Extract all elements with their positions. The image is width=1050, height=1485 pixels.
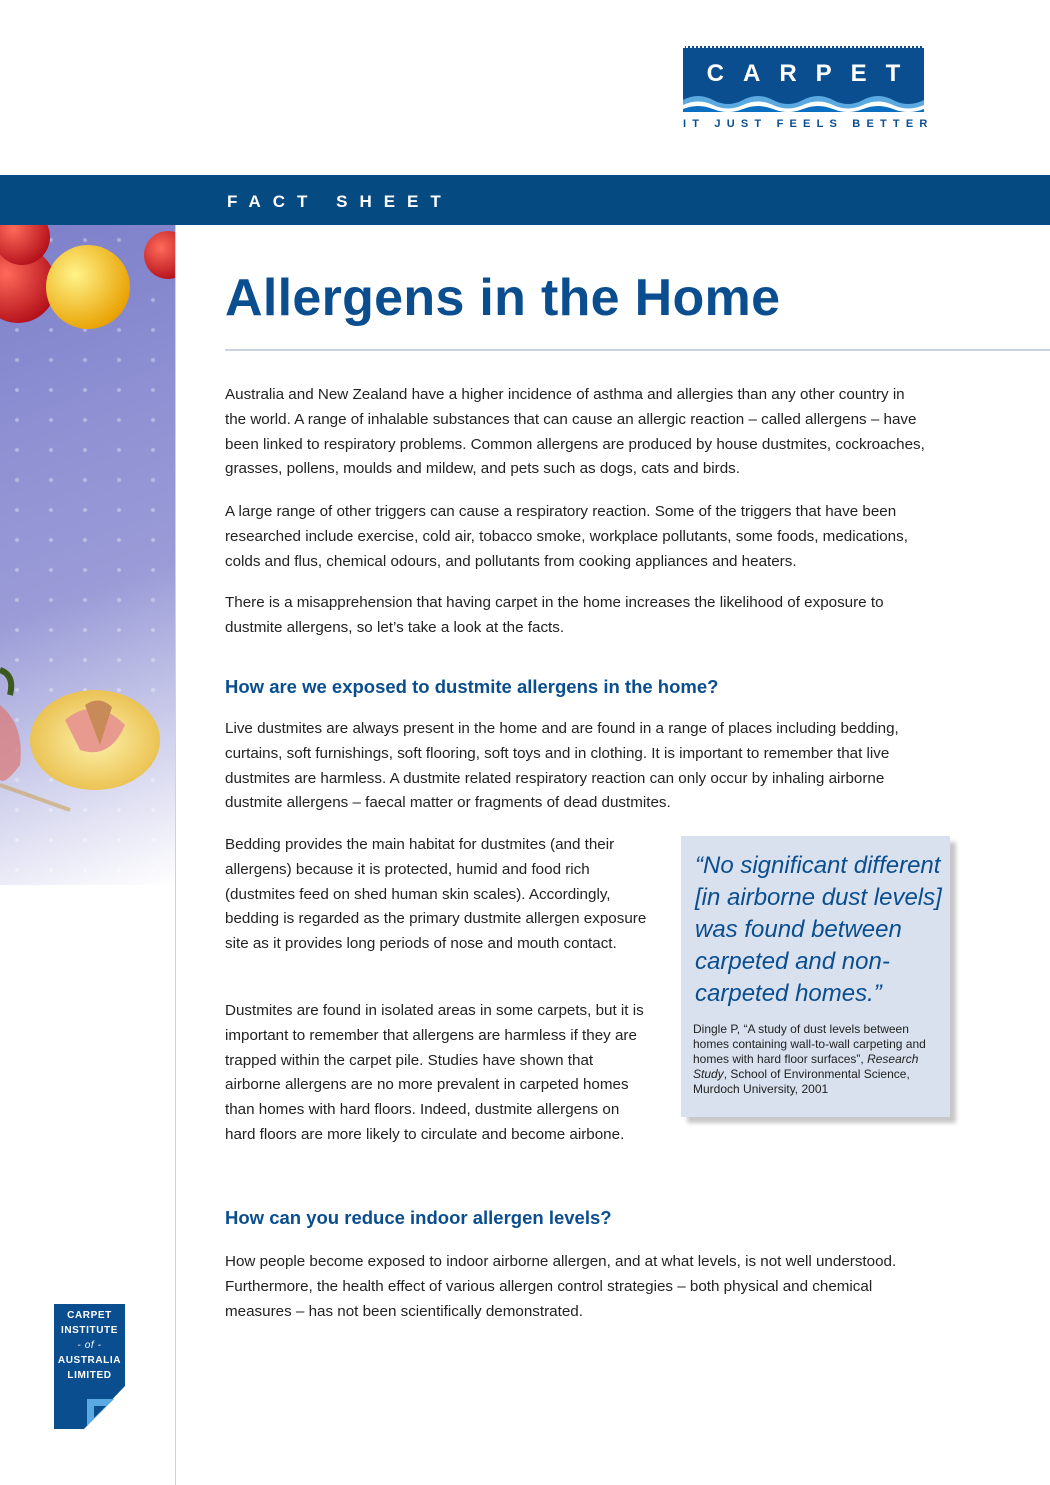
carpet-logo: [683, 46, 934, 130]
citation-publication: Research Study: [693, 1052, 919, 1081]
badge-line: LIMITED: [67, 1370, 112, 1381]
wave-icon: [683, 90, 924, 112]
citation-source: , School of Environmental Science, Murdoch University, 2001: [693, 1067, 910, 1096]
intro-paragraph: There is a misapprehension that having carpet in the home increases the likelihood of exposure to dustmite allergens, so let’s take a look at the facts.: [225, 594, 884, 636]
fruit-plate-illustration: [0, 225, 175, 885]
page-title: Allergens in the Home: [225, 269, 781, 327]
carpet-logo-box: [683, 46, 924, 112]
citation-text: Dingle P, “A study of dust levels between homes containing wall-to-wall carpeting and homes with hard floor surfaces”,: [693, 1022, 926, 1066]
intro-paragraph: A large range of other triggers can cause a respiratory reaction. Some of the triggers that have been researched include exercise, cold air, tobacco smoke, workplace pollutants, some foods, medications, colds and flus, chemical odours, and pollutants from cooking appliances and heaters.: [225, 503, 908, 570]
badge-line: AUSTRALIA: [57, 1355, 122, 1366]
section-heading: How are we exposed to dustmite allergens in the home?: [225, 676, 719, 697]
quote-citation: [693, 1022, 943, 1097]
pull-quote: [681, 836, 950, 1117]
quote-text: “No significant different [in airborne dust levels] was found between carpeted and non-carpeted homes.”: [695, 852, 942, 1007]
badge-text: [54, 1308, 125, 1383]
carpet-institute-badge: [54, 1304, 125, 1429]
decorative-photo: [0, 225, 175, 885]
badge-line: - of -: [77, 1340, 102, 1351]
fact-sheet-banner: [0, 175, 1050, 225]
logo-wordmark: CARPET: [706, 60, 920, 87]
left-divider: [175, 225, 176, 1485]
title-divider: [225, 349, 1050, 351]
section-paragraph: Dustmites are found in isolated areas in some carpets, but it is important to remember that allergens are harmless if they are trapped within the carpet pile. Studies have shown that airborne allergens are no more prevalent in carpeted homes than homes with hard floors. Indeed, dustmite allergens on hard floors are more likely to circulate and become airbone.: [225, 1002, 644, 1143]
badge-line: INSTITUTE: [60, 1325, 119, 1336]
intro-paragraph: Australia and New Zealand have a higher incidence of asthma and allergies than any other country in the world. A range of inhalable substances that can cause an allergic reaction – called allergens – have been linked to respiratory problems. Common allergens are produced by house dustmites, cockroaches, grasses, pollens, moulds and mildew, and pets such as dogs, cats and birds.: [225, 386, 925, 478]
banner-label: FACT SHEET: [227, 192, 453, 211]
logo-tagline: IT JUST FEELS BETTER: [683, 118, 934, 130]
section-paragraph: How people become exposed to indoor airborne allergen, and at what levels, is not well understood. Furthermore, the health effect of various allergen control strategies – both physical and chemical measures – has not been scientifically demonstrated.: [225, 1253, 897, 1320]
badge-line: CARPET: [67, 1310, 112, 1321]
section-paragraph: Live dustmites are always present in the home and are found in a range of places including bedding, curtains, soft furnishings, soft flooring, soft toys and in clothing. It is important to remember that live dustmites are harmless. A dustmite related respiratory reaction can only occur by inhaling airborne dustmite allergens – faecal matter or fragments of dead dustmites.: [225, 720, 899, 812]
section-heading: How can you reduce indoor allergen levels?: [225, 1207, 612, 1228]
section-paragraph: Bedding provides the main habitat for dustmites (and their allergens) because it is protected, humid and food rich (dustmites feed on shed human skin scales). Accordingly, bedding is regarded as the primary dustmite allergen exposure site as it provides long periods of nose and mouth contact.: [225, 836, 647, 953]
